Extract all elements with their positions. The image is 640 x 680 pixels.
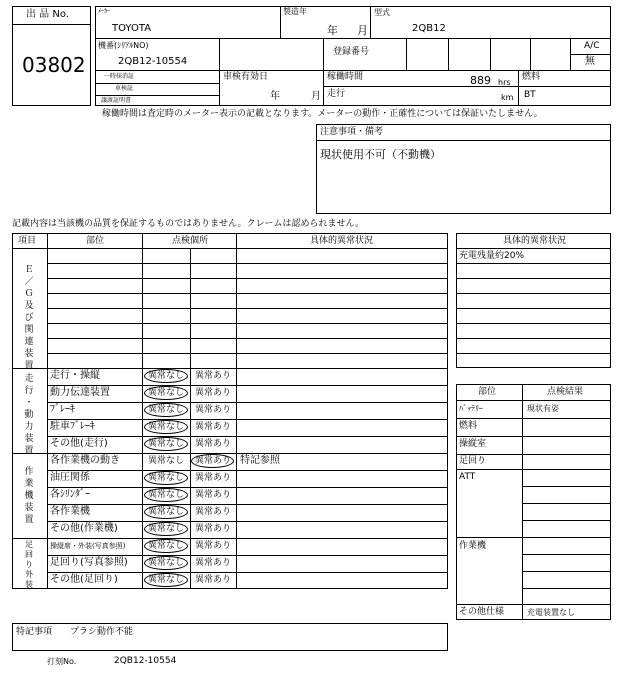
month-unit: 月 [357,24,368,37]
selection-circle [144,471,188,485]
row-part: 操縦席・外装(写真参照) [50,542,126,550]
reg-label: 登録番号 [333,47,370,57]
row-ng-option[interactable]: 異常あり [195,507,232,517]
group_engine-char: Ｇ [24,289,34,299]
row-ng-option[interactable]: 異常あり [195,558,232,568]
row-ng-option[interactable]: 異常あり [195,541,232,551]
hours-value: 889 [470,74,491,87]
lot-number: 03802 [22,53,86,77]
row-part: 各作業機の動き [50,455,120,466]
group_engine-char: び [24,313,34,323]
result-fuel: 燃料 [459,421,478,431]
row-ng-option[interactable]: 異常あり [195,388,232,398]
row-ok-option[interactable]: 異常なし [148,422,185,432]
group_work-char: 業 [24,479,34,489]
group_engine-char: 置 [24,361,34,371]
row-part: その他(走行) [50,438,108,449]
group_drive-char: 動 [24,410,34,420]
maker-label: ﾒｰｶｰ [98,8,111,15]
cert-3: 譲渡証明書 [101,97,132,104]
group_work-char: 装 [24,503,34,513]
row-ok-option[interactable]: 異常なし [148,541,185,551]
fuel-label: 燃料 [522,72,541,82]
group_work-char: 置 [24,515,34,525]
remarks-box [316,124,611,214]
group_foot-char: 外 [25,570,33,579]
group_foot-char: 装 [25,580,33,589]
row-ok-option[interactable]: 異常なし [148,575,185,585]
row-ok-option[interactable]: 異常なし [148,439,185,449]
row-ng-option[interactable]: 異常あり [195,456,232,466]
group_engine-char: 連 [24,337,34,347]
group_foot-char: り [25,560,33,569]
selection-circle [144,437,188,451]
group_foot-char: 足 [25,540,33,549]
stamp-label: 打刻No. [47,657,77,666]
group-engine-label [22,264,36,372]
result-workmachine: 作業機 [459,541,487,551]
selection-circle [144,420,188,434]
row-ng-option[interactable]: 異常あり [195,575,232,585]
row-part: 各作業機 [50,506,90,517]
disclaimer: 記載内容は当該機の品質を保証するものではありません。クレームは認められません。 [12,219,365,229]
row-part: ﾌﾞﾚｰｷ [50,404,75,415]
group_drive-char: 行 [24,386,34,396]
model-value: 2QB12 [412,23,446,34]
remarks-title: 注意事項・備考 [320,127,384,137]
fuel-value: BT [524,90,536,100]
row-part: 足回り(写真参照) [50,557,128,568]
group_engine-char: 装 [24,349,34,359]
detail-box-title: 具体的異常状況 [503,236,567,246]
km-unit: km [501,93,514,102]
notice-hours: 稼働時間は査定時のメーター表示の記載となります。メーターの動作・正確性については保証いたしません。 [102,109,543,119]
ac-label: A/C [584,41,600,51]
travel-label: 走行 [327,89,346,99]
row-ok-option[interactable]: 異常なし [148,558,185,568]
group_work-char: 作 [24,467,34,477]
selection-circle [191,454,234,468]
row-ng-option[interactable]: 異常あり [195,405,232,415]
year-label: 製造年 [283,7,307,16]
row-ng-option[interactable]: 異常あり [195,473,232,483]
special-content: プラシ動作不能 [70,627,134,637]
row-ok-option[interactable]: 異常なし [148,388,185,398]
group-drive-label [22,373,36,457]
row-ok-option[interactable]: 異常なし [148,405,185,415]
detail-box-line1: 充電残量約20% [459,251,525,261]
serial-label: 機番(ｼﾘｱﾙNO) [98,41,149,50]
row-part: 各ｼﾘﾝﾀﾞｰ [50,489,90,500]
group_engine-char: Ｅ [24,265,34,275]
col-item: 項目 [18,236,37,246]
row-ng-option[interactable]: 異常あり [195,524,232,534]
remarks-content: 現状使用不可（不動機） [320,148,441,161]
lot-label: 出 品 No. [26,9,69,20]
group_engine-char: 及 [24,301,34,311]
result-col-result: 点検結果 [547,387,584,397]
cert-2: 車検証 [115,85,134,92]
result-att: ATT [459,472,476,482]
result-other-value: 充電装置なし [527,608,575,617]
hours-label: 稼働時間 [327,72,364,82]
selection-circle [144,403,188,417]
selection-circle [144,369,188,383]
stamp-value: 2QB12-10554 [114,656,177,666]
group-work-label [22,466,36,526]
group_engine-char: 関 [24,325,34,335]
row-ok-option[interactable]: 異常なし [148,524,185,534]
special-label: 特記事項 [16,627,53,637]
col-detail: 具体的異常状況 [310,236,374,246]
group_drive-char: ・ [24,398,34,408]
group_drive-char: 装 [24,434,34,444]
model-label: 型式 [374,8,390,17]
group_foot-char: 回 [25,550,33,559]
maker-value: TOYOTA [112,23,152,34]
row-ok-option[interactable]: 異常なし [148,507,185,517]
row-part: 走行・操縦 [50,370,100,381]
selection-circle [144,573,188,587]
row-part: その他(足回り) [50,574,118,585]
row-ng-option[interactable]: 異常あり [195,371,232,381]
result-col-part: 部位 [478,387,497,397]
row-ok-option[interactable]: 異常なし [148,456,185,466]
inspection-label: 車検有効日 [223,72,269,82]
selection-circle [144,522,188,536]
group_engine-char: ／ [24,277,34,287]
group_drive-char: 置 [24,446,34,456]
inspection-year-unit: 年 [270,91,280,102]
row-ok-option[interactable]: 異常なし [148,473,185,483]
result-battery: ﾊﾞｯﾃﾘｰ [459,404,483,413]
hours-unit: hrs [498,78,511,87]
result-foot: 足回り [459,456,487,466]
row-detail: 特記参照 [240,455,280,466]
col-part: 部位 [86,236,105,246]
year-unit: 年 [327,24,338,37]
selection-circle [144,488,188,502]
selection-circle [144,539,188,553]
selection-circle [144,556,188,570]
result-battery-value: 現状有姿 [527,404,559,413]
row-ok-option[interactable]: 異常なし [148,490,185,500]
row-part: 油圧関係 [50,472,90,483]
inspection-month-unit: 月 [311,91,321,102]
group_drive-char: 力 [24,422,34,432]
row-ng-option[interactable]: 異常あり [195,490,232,500]
row-part: その他(作業機) [50,523,118,534]
result-cabin: 操縦室 [459,439,487,449]
row-ng-option[interactable]: 異常あり [195,422,232,432]
selection-circle [144,386,188,400]
cert-1: 一時抹消証 [104,73,135,80]
row-ok-option[interactable]: 異常なし [148,371,185,381]
group-foot-label [22,540,36,590]
result-table [456,384,611,620]
ac-value: 無 [585,56,595,67]
selection-circle [144,505,188,519]
row-part: 駐車ﾌﾞﾚｰｷ [50,421,95,432]
group_drive-char: 走 [24,374,34,384]
result-other: その他仕様 [459,607,505,617]
group_work-char: 機 [24,491,34,501]
serial-value: 2QB12-10554 [118,56,188,67]
col-check: 点検個所 [172,236,209,246]
row-part: 動力伝達装置 [50,387,110,398]
row-ng-option[interactable]: 異常あり [195,439,232,449]
